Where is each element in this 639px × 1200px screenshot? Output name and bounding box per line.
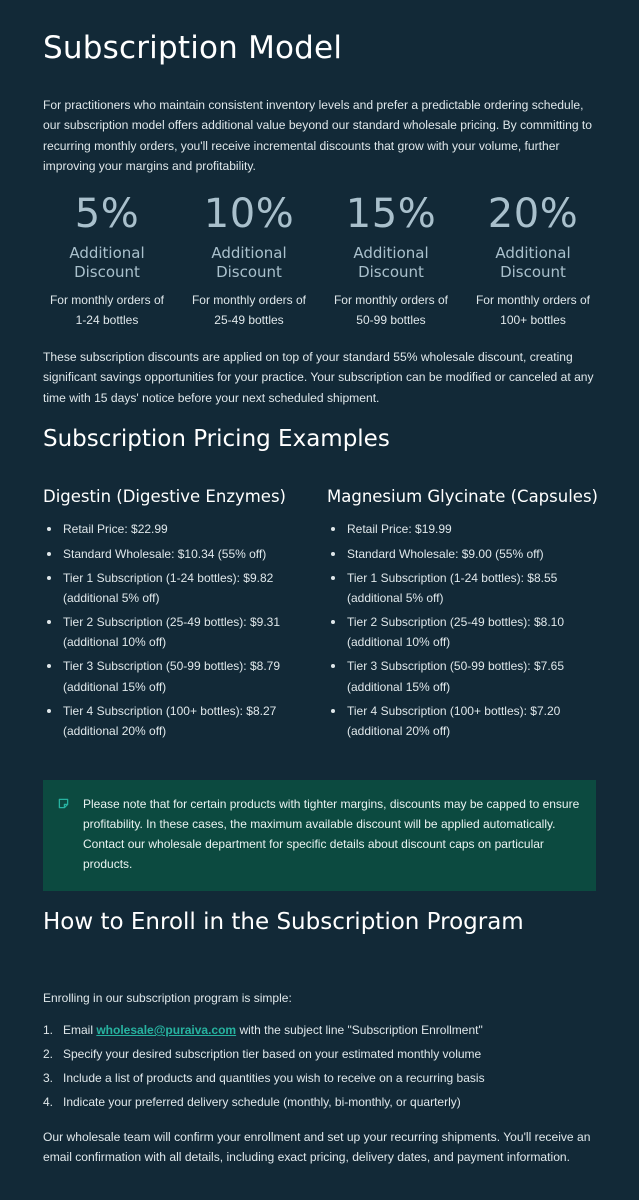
tier-percent: 15% [345, 191, 437, 237]
list-item: Retail Price: $19.99 [327, 519, 599, 539]
tier-description: For monthly orders of 50-99 bottles [333, 292, 449, 327]
tier-label-line: Discount [358, 262, 424, 281]
step-text: with the subject line "Subscription Enrollment" [236, 1023, 483, 1037]
tier-label-line: Discount [500, 262, 566, 281]
tier-description: For monthly orders of 1-24 bottles [49, 292, 165, 327]
example-product-name: Digestin (Digestive Enzymes) [43, 487, 286, 506]
tier-label-line: Discount [216, 262, 282, 281]
list-item: Tier 3 Subscription (50-99 bottles): $7.65 (additional 15% off) [327, 656, 599, 696]
list-item: Tier 2 Subscription (25-49 bottles): $9.31 (additional 10% off) [43, 612, 315, 652]
tier-percent: 20% [487, 191, 579, 237]
list-item: Tier 4 Subscription (100+ bottles): $7.20 (additional 20% off) [327, 701, 599, 741]
tier-card [462, 190, 604, 330]
step-text: Indicate your preferred delivery schedule (monthly, bi-monthly, or quarterly) [63, 1095, 461, 1110]
list-item [43, 1092, 598, 1112]
tier-label-line: Additional [353, 244, 429, 262]
step-number: 1. [43, 1023, 54, 1037]
example-product [43, 486, 315, 745]
list-item: Standard Wholesale: $10.34 (55% off) [43, 544, 315, 564]
step-number: 2. [43, 1047, 54, 1062]
step-text: Include a list of products and quantities you wish to receive on a recurring basis [63, 1071, 485, 1086]
step-number: 4. [43, 1095, 54, 1110]
discount-tiers [36, 190, 604, 330]
step-number: 3. [43, 1071, 54, 1086]
tier-percent: 5% [74, 191, 140, 237]
step-text: Email [63, 1023, 97, 1037]
list-item: Tier 3 Subscription (50-99 bottles): $8.79 (additional 15% off) [43, 656, 315, 696]
tier-label-line: Additional [495, 244, 571, 262]
list-item [43, 1044, 598, 1064]
tier-label [178, 244, 320, 282]
page-title: Subscription Model [43, 30, 343, 66]
tier-card [178, 190, 320, 330]
list-item [43, 1068, 598, 1088]
tier-description: For monthly orders of 25-49 bottles [191, 292, 307, 327]
tier-label [462, 244, 604, 282]
tier-card [320, 190, 462, 330]
pricing-examples [43, 486, 599, 745]
discount-cap-notice [43, 780, 596, 891]
pricing-heading: Subscription Pricing Examples [43, 426, 390, 452]
notice-text: Please note that for certain products with tighter margins, discounts may be capped to ensure profitability. In these cases, the maximum available discount will be applied automatically. Contact our wholesale department for specific details about discount caps on particular products. [83, 797, 580, 872]
tier-percent: 10% [203, 191, 295, 237]
step-text: Specify your desired subscription tier based on your estimated monthly volume [63, 1047, 482, 1062]
list-item [43, 1020, 598, 1040]
tier-label [320, 244, 462, 282]
list-item: Standard Wholesale: $9.00 (55% off) [327, 544, 599, 564]
email-link[interactable]: wholesale@puraiva.com [96, 1023, 237, 1037]
tier-card [36, 190, 178, 330]
example-price-list [43, 519, 315, 741]
tier-label [36, 244, 178, 282]
tiers-explanation: These subscription discounts are applied on top of your standard 55% wholesale discount, creating significant savings opportunities for your practice. Your subscription can be modified or canceled at any time with 15 days' notice before your next scheduled shipment. [43, 350, 594, 405]
list-item: Retail Price: $22.99 [43, 519, 315, 539]
example-product [327, 486, 599, 745]
tier-label-line: Discount [74, 262, 140, 281]
note-icon [58, 798, 69, 809]
enroll-intro: Enrolling in our subscription program is simple: [43, 991, 292, 1005]
list-item: Tier 1 Subscription (1-24 bottles): $8.55 (additional 5% off) [327, 568, 599, 608]
example-price-list [327, 519, 599, 741]
list-item: Tier 1 Subscription (1-24 bottles): $9.82 (additional 5% off) [43, 568, 315, 608]
tier-label-line: Additional [69, 244, 145, 262]
enroll-heading: How to Enroll in the Subscription Program [43, 909, 524, 935]
closing-paragraph: Our wholesale team will confirm your enrollment and set up your recurring shipments. You'll receive an email confirmation with all details, including exact pricing, delivery dates, and payment information. [43, 1130, 591, 1165]
example-product-name: Magnesium Glycinate (Capsules) [327, 487, 598, 506]
tier-description: For monthly orders of 100+ bottles [475, 292, 591, 327]
intro-paragraph: For practitioners who maintain consistent inventory levels and prefer a predictable ordering schedule, our subscription model offers additional value beyond our standard wholesale pricing. By committing to recurring monthly orders, you'll receive incremental discounts that grow with your volume, further improving your margins and profitability. [43, 98, 593, 173]
list-item: Tier 4 Subscription (100+ bottles): $8.27 (additional 20% off) [43, 701, 315, 741]
enroll-steps [43, 1020, 598, 1117]
list-item: Tier 2 Subscription (25-49 bottles): $8.10 (additional 10% off) [327, 612, 599, 652]
tier-label-line: Additional [211, 244, 287, 262]
